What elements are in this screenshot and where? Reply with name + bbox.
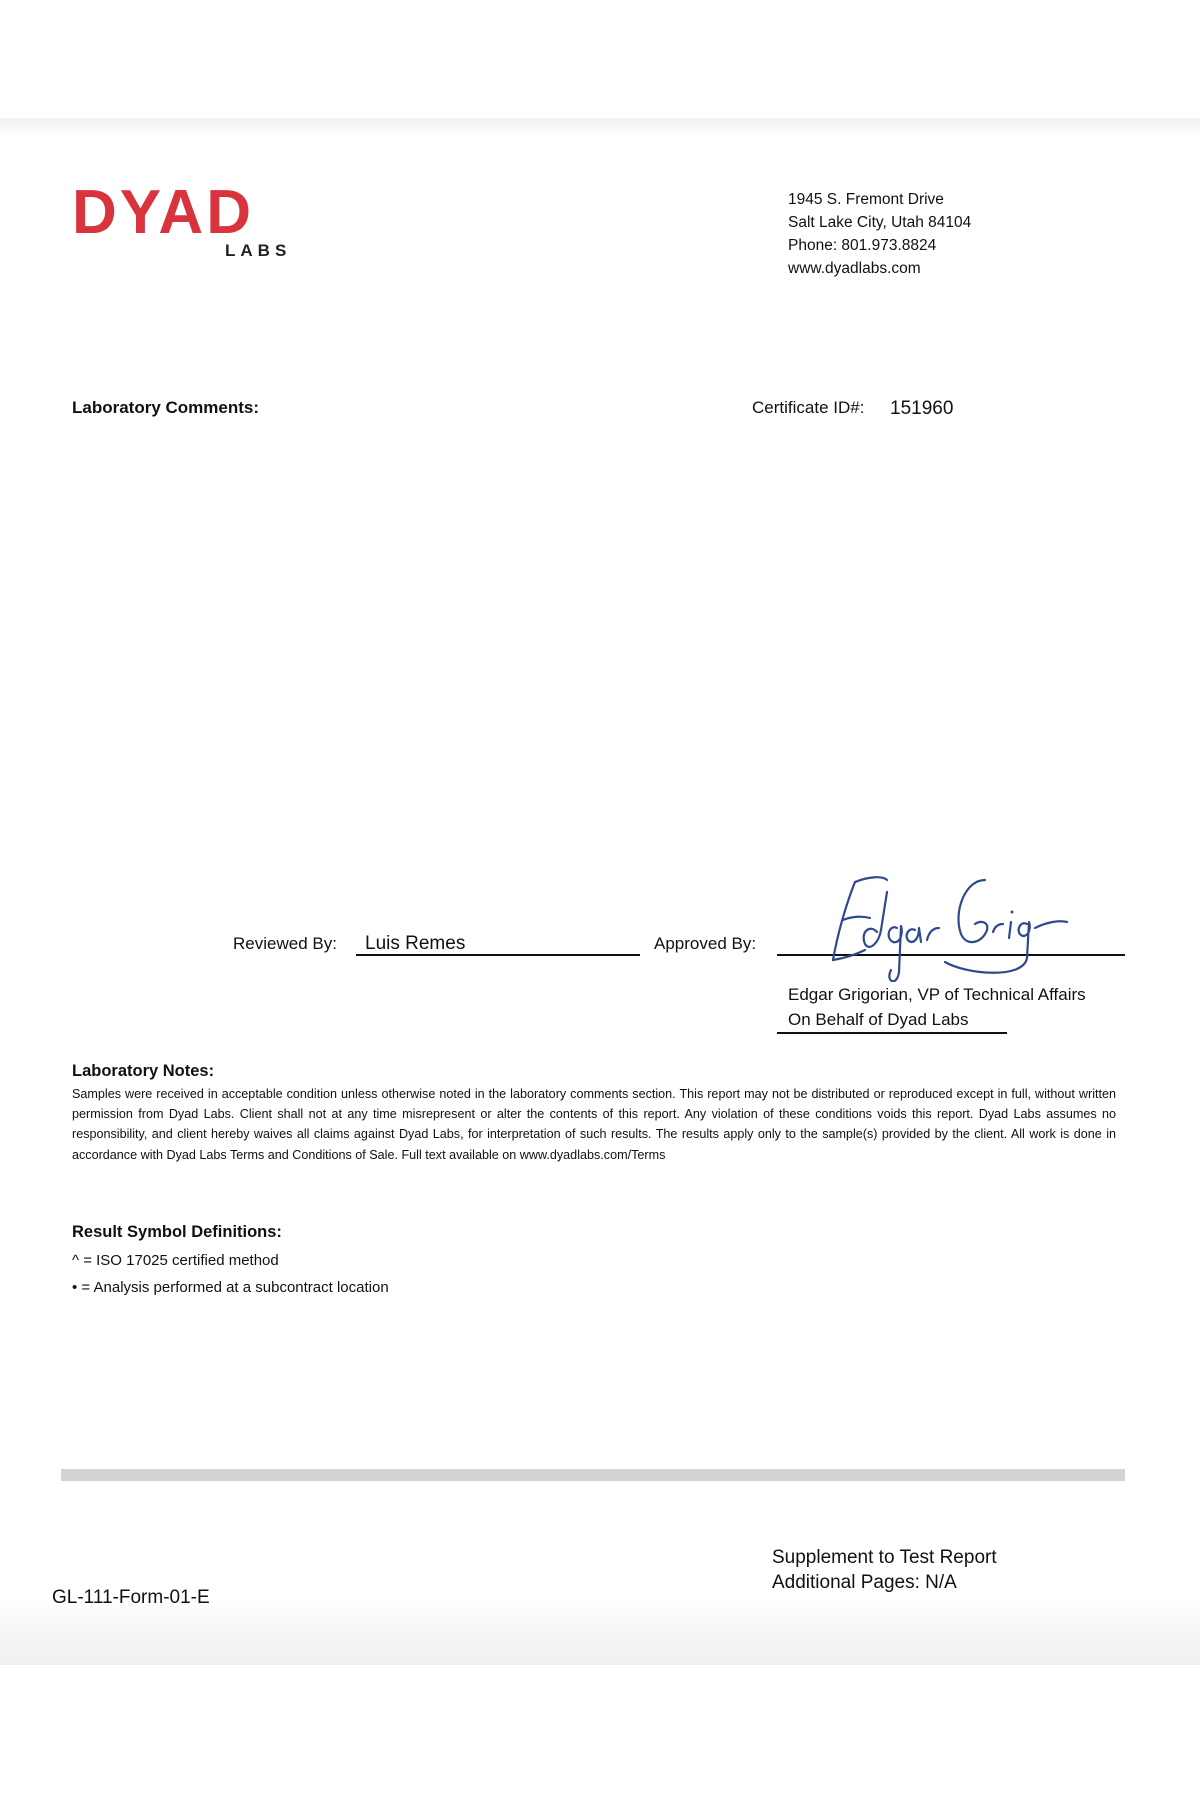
reviewed-by-value: Luis Remes	[365, 933, 466, 954]
supplement-title: Supplement to Test Report	[772, 1547, 997, 1568]
address-website: www.dyadlabs.com	[788, 260, 921, 277]
reviewed-by-label: Reviewed By:	[233, 934, 337, 953]
laboratory-notes-body: Samples were received in acceptable condition unless otherwise noted in the laboratory comments section. This report may not be distributed or reproduced except in full, without written permission from Dyad Labs. Client shall not at any time misrepresent or alter the contents of this report. Any violation of these conditions voids this report. Dyad Labs assumes no responsibility, and client hereby waives all claims against Dyad Labs, for interpretation of such results. The results apply only to the sample(s) provided by the client. All work is done in accordance with Dyad Labs Terms and Conditions of Sale. Full text available on www.dyadlabs.com/Terms	[72, 1087, 1116, 1162]
approved-by-label: Approved By:	[654, 934, 757, 953]
additional-pages: Additional Pages: N/A	[772, 1572, 957, 1593]
logo-wordmark: DYAD	[72, 178, 254, 247]
laboratory-notes-heading: Laboratory Notes:	[72, 1062, 215, 1080]
reviewed-by-underline	[356, 954, 640, 956]
result-symbol-definitions-heading: Result Symbol Definitions:	[72, 1223, 282, 1241]
address-phone: Phone: 801.973.8824	[788, 237, 937, 254]
signer-name-title: Edgar Grigorian, VP of Technical Affairs	[788, 985, 1086, 1004]
supplement-info	[772, 1545, 997, 1595]
form-identifier: GL-111-Form-01-E	[52, 1587, 210, 1608]
symbol-definition-iso: ^ = ISO 17025 certified method	[72, 1252, 279, 1269]
symbol-definition-subcontract: • = Analysis performed at a subcontract location	[72, 1279, 389, 1296]
signer-underline	[777, 1032, 1007, 1034]
footer-divider	[61, 1469, 1125, 1481]
logo-subtitle: LABS	[225, 241, 292, 260]
approver-signature	[815, 862, 1075, 982]
certificate-id-value: 151960	[890, 398, 954, 419]
address-city: Salt Lake City, Utah 84104	[788, 214, 972, 231]
certificate-id-label: Certificate ID#:	[752, 398, 865, 417]
laboratory-comments-label: Laboratory Comments:	[72, 398, 260, 417]
dyad-labs-logo	[72, 178, 302, 262]
company-address	[788, 188, 971, 280]
address-street: 1945 S. Fremont Drive	[788, 191, 944, 208]
page-top-shadow	[0, 118, 1200, 140]
signer-on-behalf: On Behalf of Dyad Labs	[788, 1010, 969, 1029]
